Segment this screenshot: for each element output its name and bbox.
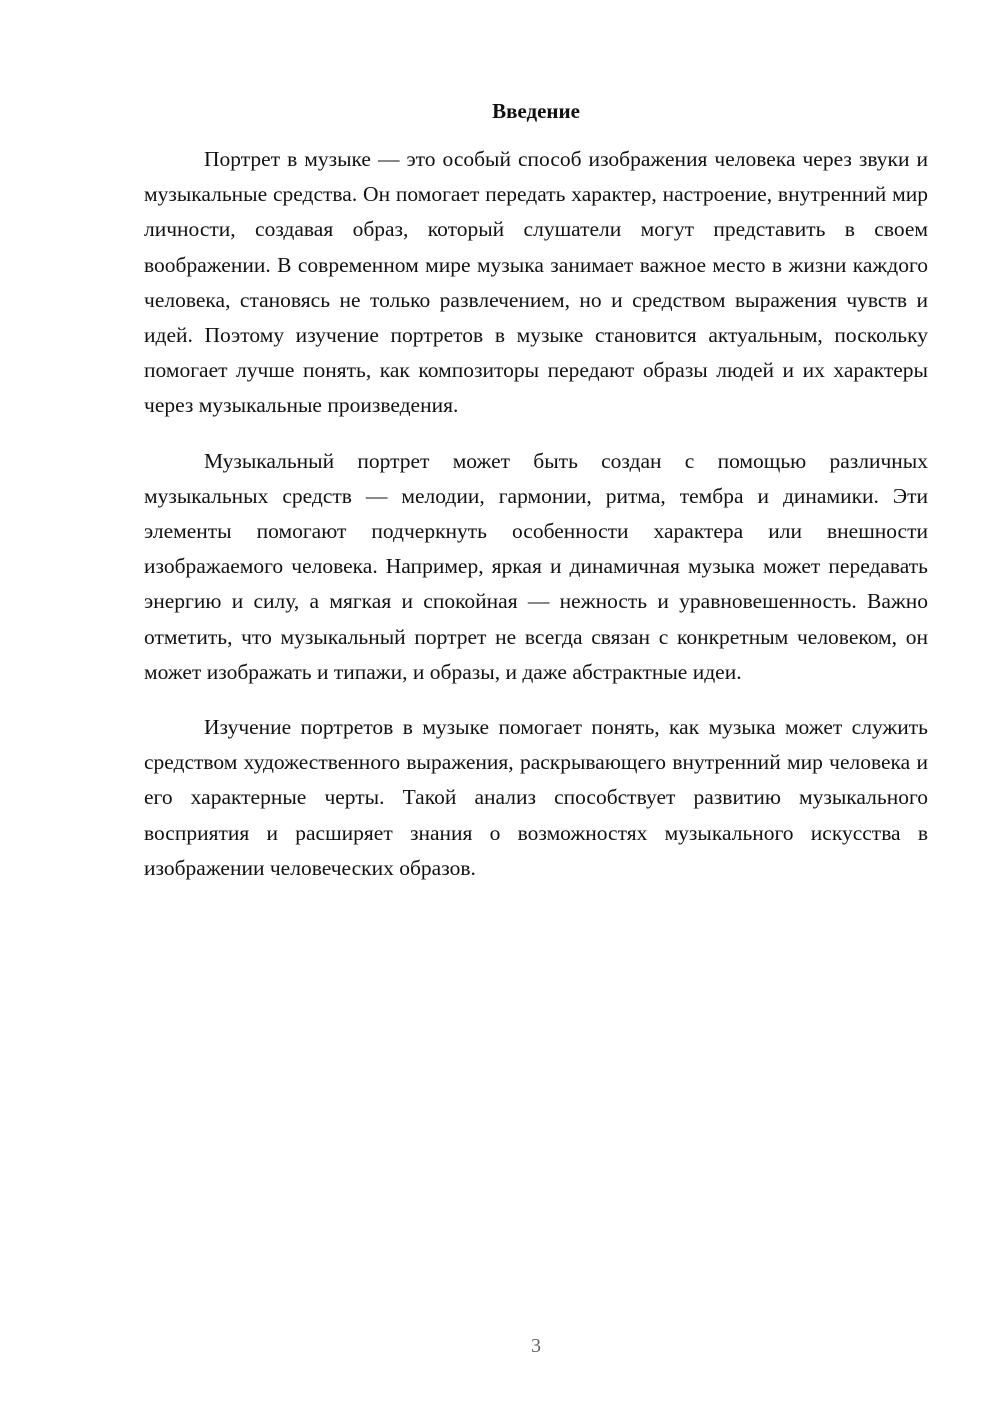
paragraph-1: Портрет в музыке — это особый способ изображения человека через звуки и музыкальные средства. Он помогает передать характер, настроение, внутренний мир личности, создавая образ, который слушатели могут представить в своем воображении. В современном мире музыка занимает важное место в жизни каждого человека, становясь не только развлечением, но и средством выражения чувств и идей. Поэтому изучение портретов в музыке становится актуальным, поскольку помогает лучше понять, как композиторы передают образы людей и их характеры через музыкальные произведения. [144, 147, 928, 418]
section-heading: Введение [492, 99, 580, 123]
page-number: 3 [531, 1335, 541, 1357]
paragraph-3: Изучение портретов в музыке помогает понять, как музыка может служить средством художественного выражения, раскрывающего внутренний мир человека и его характерные черты. Такой анализ способствует развитию музыкального восприятия и расширяет знания о возможностях музыкального искусства в изображении человеческих образов. [144, 715, 928, 880]
body-text [144, 142, 928, 906]
paragraph-2: Музыкальный портрет может быть создан с помощью различных музыкальных средств — мелодии, гармонии, ритма, тембра и динамики. Эти элементы помогают подчеркнуть особенности характера или внешности изображаемого человека. Например, яркая и динамичная музыка может передавать энергию и силу, а мягкая и спокойная — нежность и уравновешенность. Важно отметить, что музыкальный портрет не всегда связан с конкретным человеком, он может изображать и типажи, и образы, и даже абстрактные идеи. [144, 448, 928, 684]
